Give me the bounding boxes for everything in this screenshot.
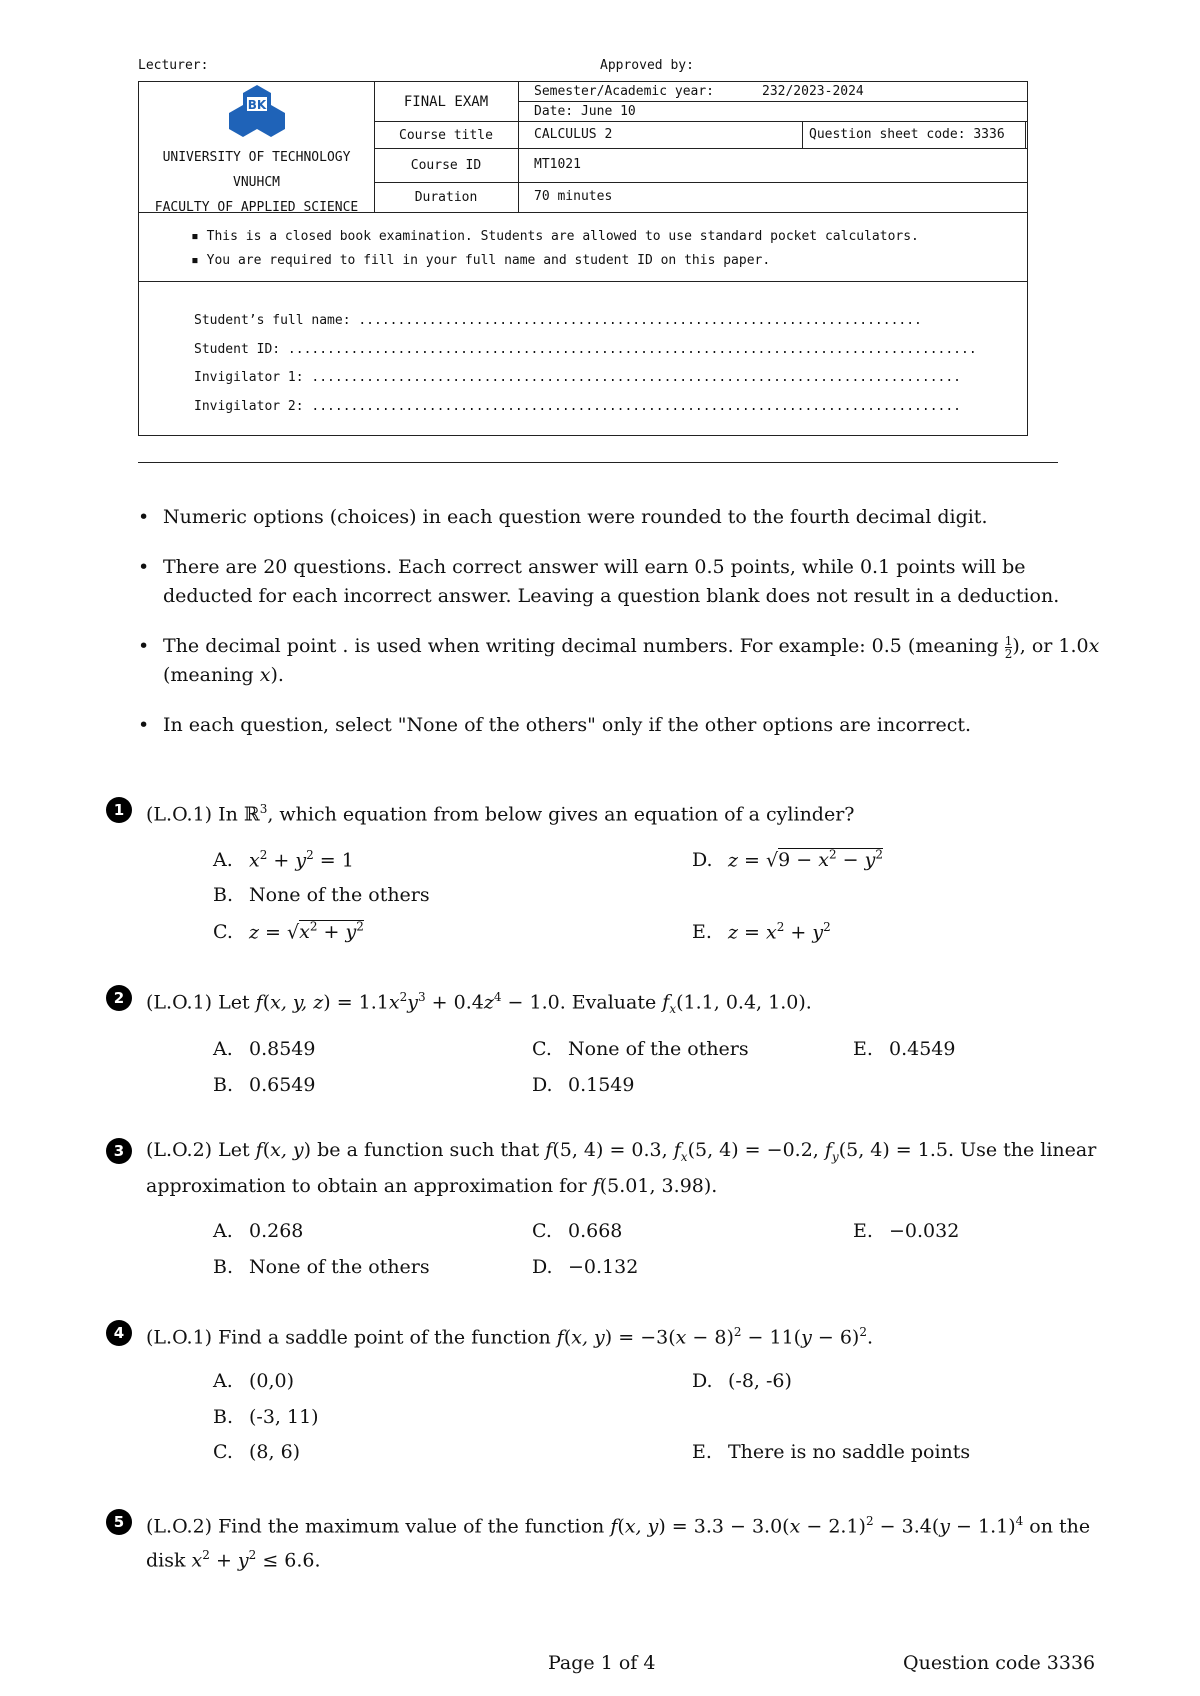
- question-2-option-a[interactable]: A. 0.8549: [213, 1038, 316, 1060]
- university-vnu: VNUHCM: [233, 175, 280, 190]
- question-4-option-c[interactable]: C. (8, 6): [213, 1441, 301, 1463]
- question-4-number: 4: [106, 1320, 132, 1346]
- course-id: MT1021: [534, 157, 581, 172]
- question-4-text: (L.O.1) Find a saddle point of the function f(x, $y) = -3(x - 8)^2 - 11(y - 6)^2$.: [146, 1325, 874, 1349]
- university-cell: [139, 82, 375, 215]
- course-id-row: [374, 149, 1027, 183]
- question-5-number: 5: [106, 1509, 132, 1535]
- note-fill-name: ▪ You are required to fill in your full name and student ID on this paper.: [191, 253, 771, 268]
- question-1-option-d[interactable]: D. $z = √9 - x^2 - y^2$: [692, 848, 883, 872]
- semester-label: Semester/Academic year:: [534, 84, 715, 99]
- header-divider: [138, 462, 1058, 463]
- question-2-option-d[interactable]: D. 0.1549: [532, 1074, 635, 1096]
- question-3-option-a[interactable]: A. 0.268: [213, 1220, 304, 1242]
- question-2-option-b[interactable]: B. 0.6549: [213, 1074, 316, 1096]
- approved-by-label: Approved by:: [600, 58, 694, 73]
- course-title-row: [374, 122, 1027, 149]
- invigilator-2-field[interactable]: Invigilator 2: ...................................................................................: [194, 399, 962, 414]
- question-3-option-d[interactable]: D. −0.132: [532, 1256, 639, 1278]
- lecturer-label: Lecturer:: [138, 58, 209, 73]
- question-2-option-e[interactable]: E. 0.4549: [853, 1038, 956, 1060]
- question-1-option-a[interactable]: A. $x^2 + y^2 = 1$: [213, 848, 354, 872]
- question-4-option-b[interactable]: B. (-3, 11): [213, 1406, 319, 1428]
- exam-header-box: [138, 81, 1028, 436]
- question-3-text: (L.O.2) Let f(x, y) be a function such that f(5, 4) = 0.3, $f_x(5$, 4) = −0.2, $f_y(5$, 4) = 1.5. Use the linear approximation to obtain an approximation for f(5.01, 3.98).: [146, 1139, 1097, 1197]
- question-1-option-b[interactable]: B. None of the others: [213, 884, 430, 906]
- duration-row: [374, 183, 1027, 212]
- note-closed-book: ▪ This is a closed book examination. Students are allowed to use standard pocket calculators.: [191, 229, 919, 244]
- question-3-option-e[interactable]: E. −0.032: [853, 1220, 960, 1242]
- question-3-number: 3: [106, 1138, 132, 1164]
- question-4-option-d[interactable]: D. (-8, -6): [692, 1370, 792, 1392]
- question-1-number: 1: [106, 797, 132, 823]
- question-2-text: (L.O.1) Let f(x, y, $z) = 1.1x^2y^3 + 0.4z^4 - 1.0$. Evaluate $f_x(1.1$, 0.4, 1.0).: [146, 990, 812, 1017]
- duration-label: Duration: [374, 183, 519, 212]
- question-4-option-e[interactable]: E. There is no saddle points: [692, 1441, 971, 1463]
- course-title: CALCULUS 2: [534, 127, 613, 142]
- exam-row: [374, 82, 1027, 122]
- question-1-option-c[interactable]: C. $z = √x^2 + y^2$: [213, 920, 364, 944]
- course-title-label: Course title: [374, 122, 519, 148]
- page-number: Page 1 of 4: [548, 1652, 656, 1674]
- question-1-text: (L.O.1) In ℝ$^3$, which equation from below gives an equation of a cylinder?: [146, 802, 855, 826]
- faculty-name: FACULTY OF APPLIED SCIENCE: [154, 200, 359, 215]
- exam-type: FINAL EXAM: [374, 82, 519, 121]
- question-3-option-c[interactable]: C. 0.668: [532, 1220, 623, 1242]
- question-1-option-e[interactable]: E. $z = x^2 + y^2$: [692, 920, 831, 944]
- question-code: Question code 3336: [903, 1652, 1096, 1674]
- logo-text: BK: [247, 98, 266, 112]
- course-id-label: Course ID: [374, 149, 519, 182]
- question-3-option-b[interactable]: B. None of the others: [213, 1256, 430, 1278]
- question-2-option-c[interactable]: C. None of the others: [532, 1038, 749, 1060]
- student-id-field[interactable]: Student ID: ........................................................................................: [194, 342, 977, 357]
- question-sheet-code: Question sheet code: 3336: [809, 127, 1005, 142]
- student-name-field[interactable]: Student’s full name: ........................................................................: [194, 313, 922, 328]
- duration: 70 minutes: [534, 189, 613, 204]
- question-5-text: (L.O.2) Find the maximum value of the function f(x, $y) = 3.3 - 3.0(x - 2.1)^2 - 3.4(y - 1.1)^4$ on the disk $x^2 + y^2 \le 6.6$.: [146, 1514, 1091, 1572]
- university-logo-icon: [227, 83, 287, 139]
- invigilator-1-field[interactable]: Invigilator 1: ...................................................................................: [194, 370, 962, 385]
- semester-value: 232/2023-2024: [762, 84, 864, 99]
- question-4-option-a[interactable]: A. (0,0): [213, 1370, 295, 1392]
- university-name: UNIVERSITY OF TECHNOLOGY: [162, 150, 351, 165]
- exam-date: Date: June 10: [534, 104, 636, 119]
- question-2-number: 2: [106, 985, 132, 1011]
